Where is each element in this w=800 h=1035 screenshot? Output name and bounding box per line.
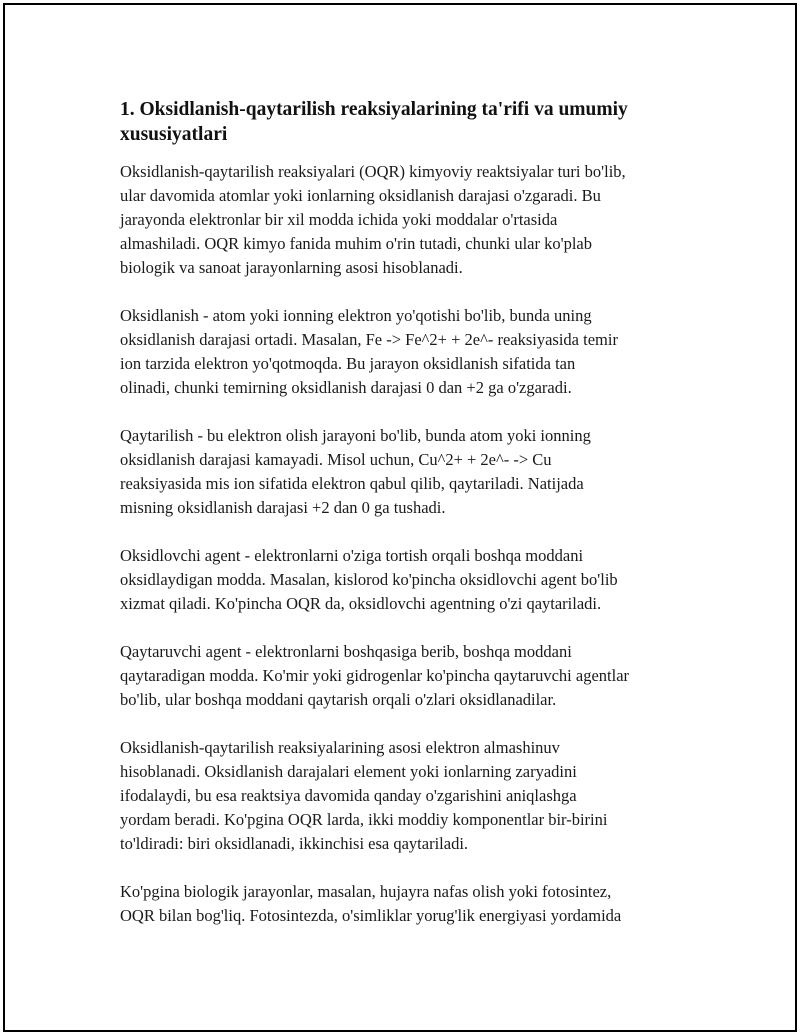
paragraph-biological-processes: Ko'pgina biologik jarayonlar, masalan, hujayra nafas olish yoki fotosintez, OQR bilan bog'liq. Fotosintezda, o'simliklar yorug'lik energiyasi yordamida [120, 882, 622, 925]
paragraph-definition: Oksidlanish-qaytarilish reaksiyalari (OQR) kimyoviy reaktsiyalar turi bo'lib, ular davomida atomlar yoki ionlarning oksidlanish darajasi o'zgaradi. Bu jarayonda elektronlar bir xil modda ichida yoki moddalar o'rtasida almashiladi. OQR kimyo fanida muhim o'rin tutadi, chunki ular ko'plab biologik va sanoat jarayonlarning asosi hisoblanadi. [120, 162, 626, 277]
paragraph-electron-exchange: Oksidlanish-qaytarilish reaksiyalarining asosi elektron almashinuv hisoblanadi. Oksidlanish darajalari element yoki ionlarning zaryadini ifodalaydi, bu esa reaktsiya davomida qanday o'zgarishini aniqlashga yordam beradi. Ko'pgina OQR larda, ikki moddiy komponentlar bir-birini to'ldiradi: biri oksidlanadi, ikkinchisi esa qaytariladi. [120, 738, 608, 853]
page-frame [3, 3, 797, 1032]
paragraph-reduction: Qaytarilish - bu elektron olish jarayoni bo'lib, bunda atom yoki ionning oksidlanish darajasi kamayadi. Misol uchun, Cu^2+ + 2e^- -> Cu reaksiyasida mis ion sifatida elektron qabul qilib, qaytariladi. Natijada misning oksidlanish darajasi +2 dan 0 ga tushadi. [120, 426, 591, 517]
document-body [120, 97, 710, 952]
section-heading: 1. Oksidlanish-qaytarilish reaksiyalarining ta'rifi va umumiy xususiyatlari [120, 99, 628, 145]
paragraph-oxidation: Oksidlanish - atom yoki ionning elektron yo'qotishi bo'lib, bunda uning oksidlanish darajasi ortadi. Masalan, Fe -> Fe^2+ + 2e^- reaksiyasida temir ion tarzida elektron yo'qotmoqda. Bu jarayon oksidlanish sifatida tan olinadi, chunki temirning oksidlanish darajasi 0 dan +2 ga o'zgaradi. [120, 306, 618, 397]
paragraph-reducing-agent: Qaytaruvchi agent - elektronlarni boshqasiga berib, boshqa moddani qaytaradigan modda. Ko'mir yoki gidrogenlar ko'pincha qaytaruvchi agentlar bo'lib, ular boshqa moddani qaytarish orqali o'zlari oksidlanadilar. [120, 642, 630, 709]
paragraph-oxidizing-agent: Oksidlovchi agent - elektronlarni o'ziga tortish orqali boshqa moddani oksidlaydigan modda. Masalan, kislorod ko'pincha oksidlovchi agent bo'lib xizmat qiladi. Ko'pincha OQR da, oksidlovchi agentning o'zi qaytariladi. [120, 546, 618, 613]
